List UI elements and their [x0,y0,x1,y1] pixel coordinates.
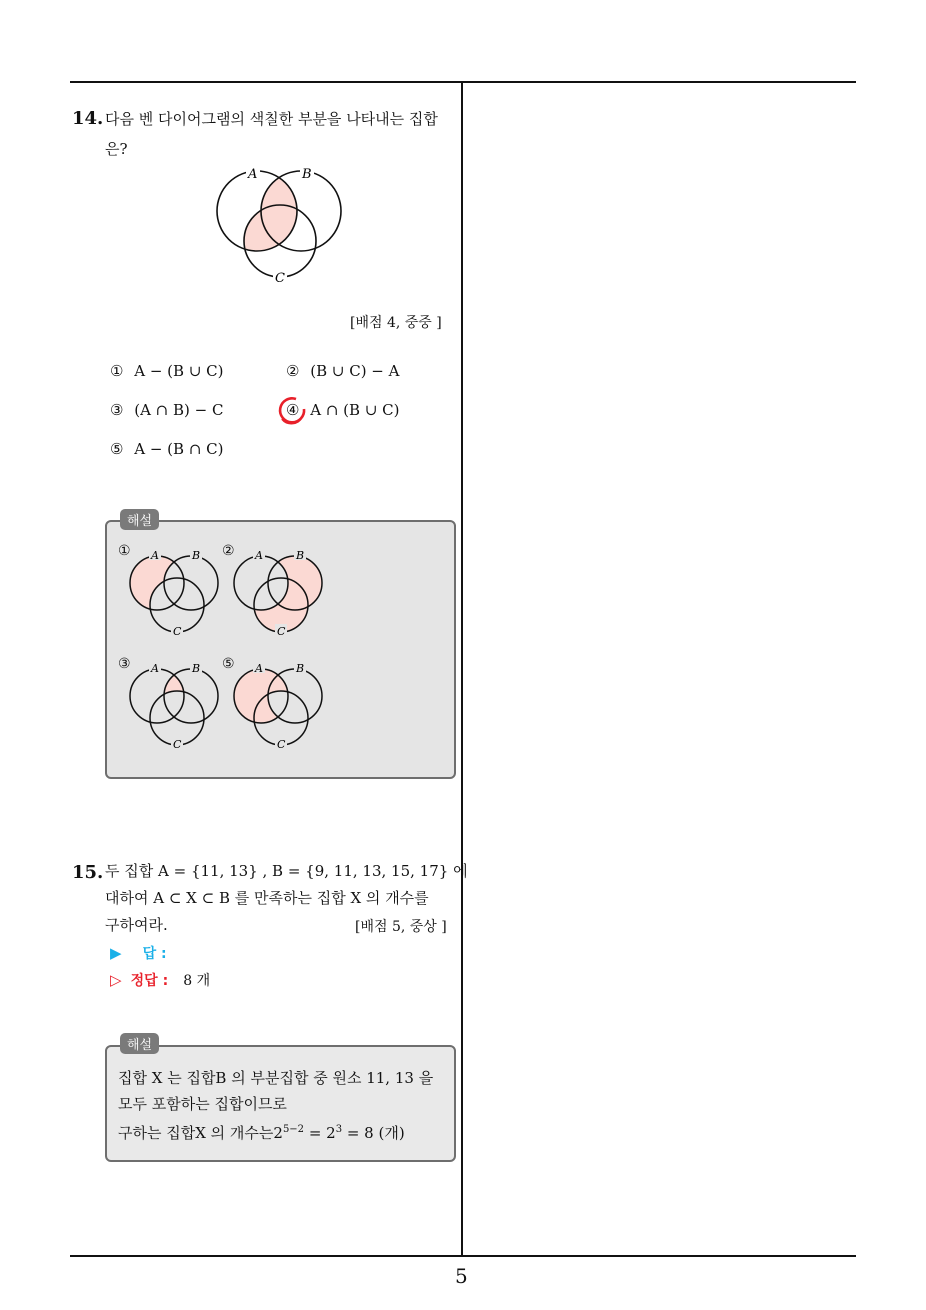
option-3-label-a: A [151,662,159,675]
choice-5-text: A − (B ∩ C) [134,440,224,458]
diagram-label-3: ③ [118,656,131,672]
answer-label: 답 : [142,946,167,962]
venn-diagram-option-1 [125,545,230,640]
question-15-number: 15. [72,862,104,883]
question-14-text-line1: 다음 벤 다이어그램의 색칠한 부분을 나타내는 집합 [105,110,438,128]
option-2-label-a: A [255,549,263,562]
choice-4-number: ④ [286,401,300,419]
option-3-label-b: B [192,662,201,675]
option-1-label-c: C [173,625,182,638]
correct-answer-row [110,970,210,990]
choice-4-text: A ∩ (B ∪ C) [310,401,400,419]
option-1-label-b: B [192,549,201,562]
choice-5-number: ⑤ [110,440,124,458]
venn-label-c: C [275,271,285,286]
venn-label-a: A [248,167,258,182]
question-14-number: 14. [72,108,104,129]
diagram-label-2: ② [222,543,235,559]
explanation-exponent-2: 3 [335,1124,343,1135]
question-15-explanation-tag: 해설 [120,1033,159,1054]
page-number: 5 [455,1264,468,1288]
question-14-text-line2: 은? [105,140,128,158]
explanation-line3-mid: = 2 [304,1124,336,1142]
option-2-label-b: B [296,549,305,562]
question-15-line2: 대하여 A ⊂ X ⊂ B 를 만족하는 집합 X 의 개수를 [105,889,429,907]
venn-diagram-option-3 [125,658,230,753]
option-1-label-a: A [151,549,159,562]
question-14-meta: [배점 4, 중중 ] [350,315,442,331]
play-arrow-icon: ▶ [110,944,122,962]
explanation-line3-pre: 구하는 집합X 의 개수는2 [118,1124,283,1142]
diagram-label-5: ⑤ [222,656,235,672]
venn-diagram-option-5 [229,658,334,753]
venn-diagram-main [200,160,360,290]
question-15-line1: 두 집합 A = {11, 13} , B = {9, 11, 13, 15, 17} 에 [105,862,468,880]
option-5-label-c: C [277,738,286,751]
correct-answer-value: 8 개 [183,973,211,989]
question-15-meta: [배점 5, 중상 ] [355,919,447,935]
choice-3-text: (A ∩ B) − C [134,401,224,419]
column-divider [461,82,463,1257]
choice-5[interactable] [110,440,223,458]
option-3-label-c: C [173,738,182,751]
bottom-rule [70,1255,856,1257]
explanation-line2: 모두 포함하는 집합이므로 [118,1095,287,1113]
choice-2-number: ② [286,362,300,380]
venn-label-b: B [302,167,312,182]
explanation-line3-post: = 8 (개) [342,1124,405,1142]
option-5-label-a: A [255,662,263,675]
top-rule [70,81,856,83]
selected-answer-circle-icon [276,395,308,427]
venn-diagram-option-2 [229,545,334,640]
choice-3[interactable] [110,401,223,419]
choice-3-number: ③ [110,401,124,419]
answer-row [110,943,167,963]
question-14-explanation-tag: 해설 [120,509,159,530]
choice-2-text: (B ∪ C) − A [310,362,400,380]
outline-arrow-icon: ▷ [110,971,122,989]
choice-1-number: ① [110,362,124,380]
diagram-label-1: ① [118,543,131,559]
question-15-line3: 구하여라. [105,916,168,934]
choice-1[interactable] [110,362,223,380]
choice-1-text: A − (B ∪ C) [134,362,224,380]
option-5-label-b: B [296,662,305,675]
explanation-line3 [118,1115,405,1148]
option-2-label-c: C [277,625,286,638]
choice-2[interactable] [286,362,399,380]
explanation-line1: 집합 X 는 집합B 의 부분집합 중 원소 11, 13 을 [118,1069,434,1087]
correct-answer-label: 정답 : [130,973,169,989]
explanation-exponent-1: 5−2 [282,1124,305,1135]
